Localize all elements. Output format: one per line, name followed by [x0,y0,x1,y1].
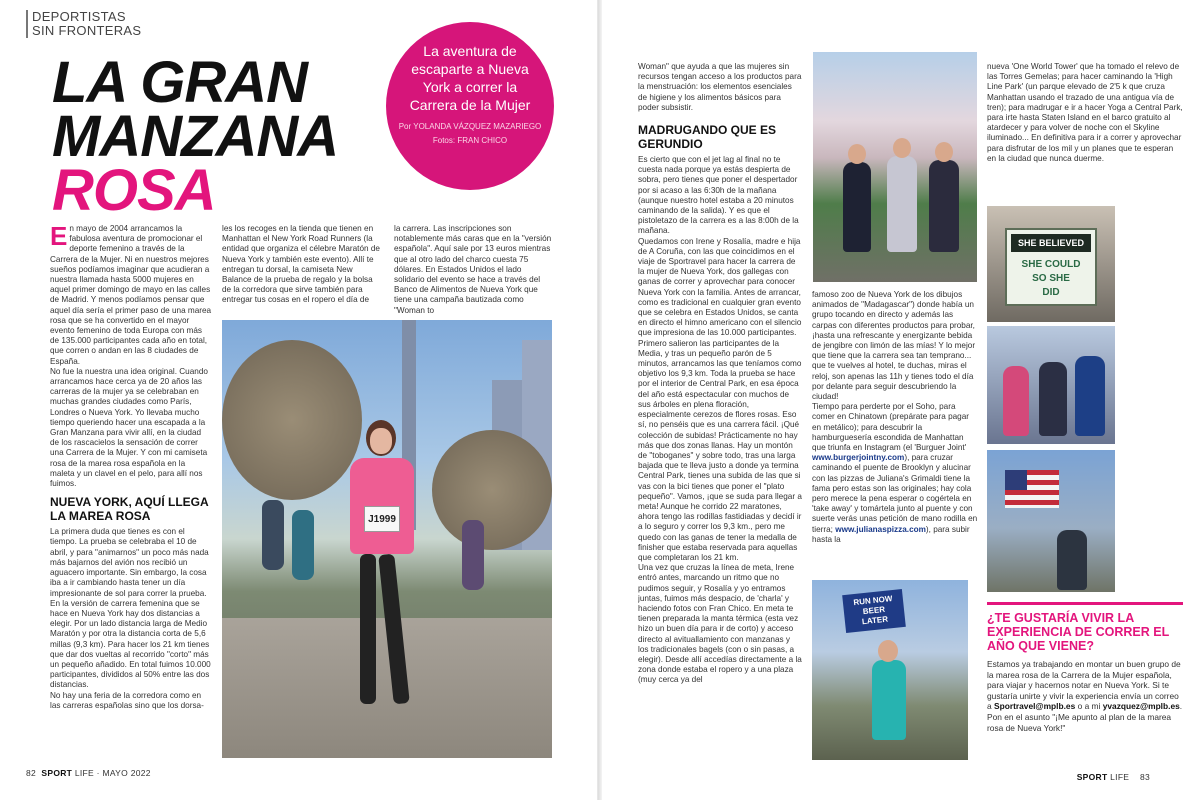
background-runner [292,510,314,580]
runner-leg [360,554,376,704]
section-label [26,10,141,38]
rcol2-text-b: Tiempo para perderte por el Soho, para comer en Chinatown (prepárate para pagar en metálico); para descubrir la hamburguesería escondida de Manhattan que triunfa en Instagram (el 'Burguer Joint' [812,402,970,453]
she-believed-sign-photo [987,206,1115,322]
sign-line-4: DID [1042,287,1060,298]
julianas-link[interactable]: www.julianaspizza.com [835,524,926,534]
folio-left [26,768,151,778]
section-label-line-2: SIN FRONTERAS [32,23,142,38]
col1-p5: No hay una feria de la corredora como en las carreras españolas sino que los dorsa- [50,690,204,710]
race-bib: J1999 [364,506,400,532]
runner-figure [843,162,871,252]
magazine-name: SPORT [1076,772,1108,782]
col3-text: la carrera. Las inscripciones son notablemente más caras que en la "versión española". Aquí sale por 13 euros mientras que al otro lado del charco cuesta 75 dólares. En Estados Unidos el lado solidario del evento se hace a través del Banco de Alimentos de Nueva York que tiene una campaña bautizada como "Woman to [394,224,552,315]
col1-p2: No fue la nuestra una idea original. Cuando arrancamos hace cerca ya de 20 años las carreras de la mujer ya se celebraban en muchas grandes ciudades como París, Londres o Nueva York. Yo llevaba mucho tiempo queriendo hacer una escapada a la Gran Manzana para vivir allí, en la ciudad de los rascacielos la sensación de correr una Carrera de la Mujer. Y con mi camiseta rosa de la marea rosa española en la maleta y un clavel en el pelo, para allí nos fuimos. [50,366,208,489]
page-number: 82 [26,768,37,778]
rcol2-text-a: famoso zoo de Nueva York de los dibujos animados de "Madagascar") donde había un grupo tocando en directo y además las carpas con diferentes productos para probar, ¡hasta una refrescante y energizante bebida de jengibre con limón de las mías! Y lo mejor que tiene que la carrera sea tan temprano... que te vuelves al hotel, te duchas, miras el reloj, son apenas las 11h y tienes todo el día por delante para seguir descubriendo la ciudad! [812,290,976,402]
col1-p4: En la versión de carrera femenina que se hace en Nueva York hay dos distancias a elegir. Por un lado distancia larga de Medio Maratón y por otra la distancia corta de 5,6 millas (9,3 km). Para hacer los 21 km tienes que dar dos vueltas al recorrido "corto" más un pequeño añadido. En total fuimos 10.000 participantes, divididos al 50% entre las dos distancias. [50,598,211,690]
headline [52,50,382,223]
folio-right [1077,772,1150,782]
rcol1-subhead: MADRUGANDO QUE ES GERUNDIO [638,123,777,152]
usa-flag [1005,470,1059,508]
left-page [0,0,598,800]
promo-body [987,659,1183,733]
beer-sign-line-2: BEER [862,604,886,617]
runner-face [370,428,392,454]
sign-line-2: SHE COULD [1021,259,1081,270]
beer-sign-line-1: RUN NOW [852,594,893,608]
sign-line-1: SHE BELIEVED [1011,234,1091,252]
rcol1-p1: Woman" que ayuda a que las mujeres sin recursos tengan acceso a los productos para la menstruación: los elementos esenciales de higiene y los alimentos básicos para poder subsistir. [638,62,802,112]
col1-intro: n mayo de 2004 arrancamos la fabulosa aventura de promocionar el deporte femenino a través de la Carrera de la Mujer. Ni en nuestros mejores sueños podíamos imaginar que acudieran a nuestra llamada hasta 5000 mujeres en aquel primer domingo de mayo en las calles de Madrid. Y menos podíamos pensar que aquel día sería el primer paso de una marea rosa que se ha convertido en el mayor evento femenino de toda Europa con más de 135.000 participantes cada año en total, que corren o andan en las 8 ciudades de España. [50,224,212,366]
intro-circle [386,22,554,190]
left-column-2 [222,224,382,318]
burgerjoint-link[interactable]: www.burgerjointny.com [812,453,905,463]
rcol1-p3: Quedamos con Irene y Rosalía, madre e hija de A Coruña, con las que coincidimos en el viaje de Sportravel para hacer la carrera de la mujer de Nueva York, dos gallegas con ganas de correr y aprovechar para conocer Nueva York con la familia. Antes de arrancar, como es tradicional en cualquier gran evento que se celebra en Estados Unidos, se canta en directo el himno americano con el silencio que impresiona de las 10.000 participantes. Primero salieron las participantes de la Media, y tras un pequeño parón de 5 minutos, arrancamos las que teníamos como objetivo los 9,3 km. Toda la prueba se hace por el interior de Central Park, en esa época del año está espectacular con muchos de sus árboles en plena floración, especialmente cerezos de flores rosas. Eso sí, no penséis que es una carrera fácil. ¡Qué colección de subidas! Prácticamente no hay más que dos zonas llanas. Hay un montón de "toboganes" y sobre todo, tras una larga bajada que te lleva justo a donde ya termina Central Park, tienes una subida de las que si vas con la bici tienes que poner el "plato pequeño". Vamos, ¡que se suda para llegar a meta! Aunque he corrido 22 maratones, ahora tengo las rodillas fastidiadas y decidí ir a lo seguro y correr los 9,3 km., pero me quedo con las ganas de tener la medalla de finisher que estaba reservada para aquellas que completaran los 21 km. [638,236,802,562]
runner-figure [887,156,917,252]
rcol3-text: nueva 'One World Tower' que ha tomado el relevo de las Torres Gemelas; para hacer caminando la 'High Line Park' (un parque elevado de 2'5 k que cruza Manhattan usando el trazado de una antigua vía de tren); para madrugar e ir a hacer Yoga a Central Park, para irte hasta Staten Island en el barco gratuito al atardecer y para volver de noche con el Skyline iluminado... En definitiva para ir a correr y aprovechar para disfrutar de los mil y un planes que te esperan en la ciudad que nunca duerme. [987,62,1183,163]
american-flag-photo [987,450,1115,592]
runner-leg [378,554,410,705]
dropcap: E [50,224,68,251]
headline-line-3: ROSA [52,158,216,223]
magazine-issue: LIFE · MAYO 2022 [72,768,151,778]
rcol2-text-c: ), para cruzar caminando el puente de Brooklyn y alucinar con las pizzas de Juliana's Grimaldi tiene la fama pero estas son las originales; hay cola pero merece la pena esperar o cogértela en 'take away' y tomártela junto al puente y con suerte verás unas petición de mano rodilla en tierra; [812,453,978,534]
tree [222,340,362,500]
left-column-1 [50,224,212,756]
main-runner-photo [222,320,552,758]
magazine-issue: LIFE [1107,772,1130,782]
page-number: 83 [1139,772,1150,782]
rcol1-p4: Una vez que cruzas la línea de meta, Irene entró antes, marcando un ritmo que no pudimos seguir, y Rosalía y yo entramos juntas, fuimos más despacio, de 'charla' y haciendo fotos con Fran Chico. En meta te tienen preparada la manta térmica (esta vez hizo un buen día para ir de corto) y acceso directo al avituallamiento con manzanas y los tradicionales bagels (con o sin pasas, a elegir). Desde allí accedías directamente a la zona donde estaba el ropero y a una plaza (muy cerca ya del [638,563,802,685]
group-runners-photo [813,52,977,282]
tree [432,430,552,550]
background-runner [462,520,484,590]
section-label-line-1: DEPORTISTAS [32,9,126,24]
rcol2-text-d: ), para subir hasta la [812,524,970,544]
promo-title: ¿TE GUSTARÍA VIVIR LA EXPERIENCIA DE CORRER EL AÑO QUE VIENE? [987,611,1169,653]
runner-figure [929,160,959,252]
runner-figure [872,660,906,740]
promo-body-a: Estamos ya trabajando en montar un buen grupo de la marea rosa de la Carrera de la Mujer española, para viajar y hacernos notar en Nueva York. Si te gustaría unirte y vivir la experiencia envía un correo a [987,659,1181,712]
promo-body-b: o a mi [1077,701,1101,712]
right-column-1 [638,62,802,762]
run-now-beer-later-photo [812,580,968,760]
col2-text: les los recoges en la tienda que tienen en Manhattan el New York Road Runners (la entidad que organiza el célebre Maratón de Nueva York y también este evento). Allí te entregan tu dorsal, la camiseta New Balance de la prueba de regalo y la bolsa de la corredora que sirve también para entregar tus cosas en el ropero el día de [222,224,380,305]
background-runner [262,500,284,570]
sign-line-3: SO SHE [1032,273,1070,284]
col1-subhead: NUEVA YORK, AQUÍ LLEGA LA MAREA ROSA [50,495,209,524]
col1-p3: La primera duda que tienes es con el tiempo. La prueba se celebraba el 10 de abril, y para "animarnos" un poco más nada más bajarnos del avión nos recibió un aguacero importante. Sin embargo, la cosa iba a ir cambiando hasta tener un día impresionante de sol para correr la prueba. [50,527,209,598]
runner-head [848,144,866,164]
runner-head [878,640,898,662]
beer-sign [842,589,906,633]
promo-email-1[interactable]: Sportravel@mplb.es [994,701,1076,712]
beer-sign-line-3: LATER [861,614,889,627]
runner-figure [1003,366,1029,436]
circle-photo-credit: Fotos: FRAN CHICO [432,136,508,145]
promo-email-2[interactable]: yvazquez@mplb.es [1102,701,1180,712]
magazine-name: SPORT [41,768,73,778]
runner-figure [1039,362,1067,436]
runner-head [935,142,953,162]
headline-line-2: MANZANA [52,104,339,169]
right-column-3 [987,62,1183,202]
right-page [602,0,1200,800]
promo-body-c: . Pon en el asunto "¡Me apunto al plan de la marea rosa de Nueva York!" [987,701,1183,733]
circle-title: La aventura de escaparte a Nueva York a correr la Carrera de la Mujer [409,43,531,113]
banner [1075,356,1105,436]
rcol1-p2: Es cierto que con el jet lag al final no te cuesta nada porque ya estás despierta de sobra, pero tienes que poner el despertador por si acaso a las 6:30h de la mañana (aunque nuestro hotel estaba a 20 minutos caminando de la salida). Y es que el pistoletazo de la carrera es a las 8:00h de la mañana. [638,155,799,236]
right-column-2 [812,290,978,580]
headline-line-1: LA GRAN [52,50,308,115]
main-runner [342,420,422,720]
sign-board [1005,228,1097,306]
runner-head [893,138,911,158]
left-column-3 [394,224,552,318]
promo-box [987,602,1183,762]
runners-finish-photo [987,326,1115,444]
runner-figure [1057,530,1087,590]
circle-byline: Por YOLANDA VÁZQUEZ MAZARIEGO [398,122,542,131]
